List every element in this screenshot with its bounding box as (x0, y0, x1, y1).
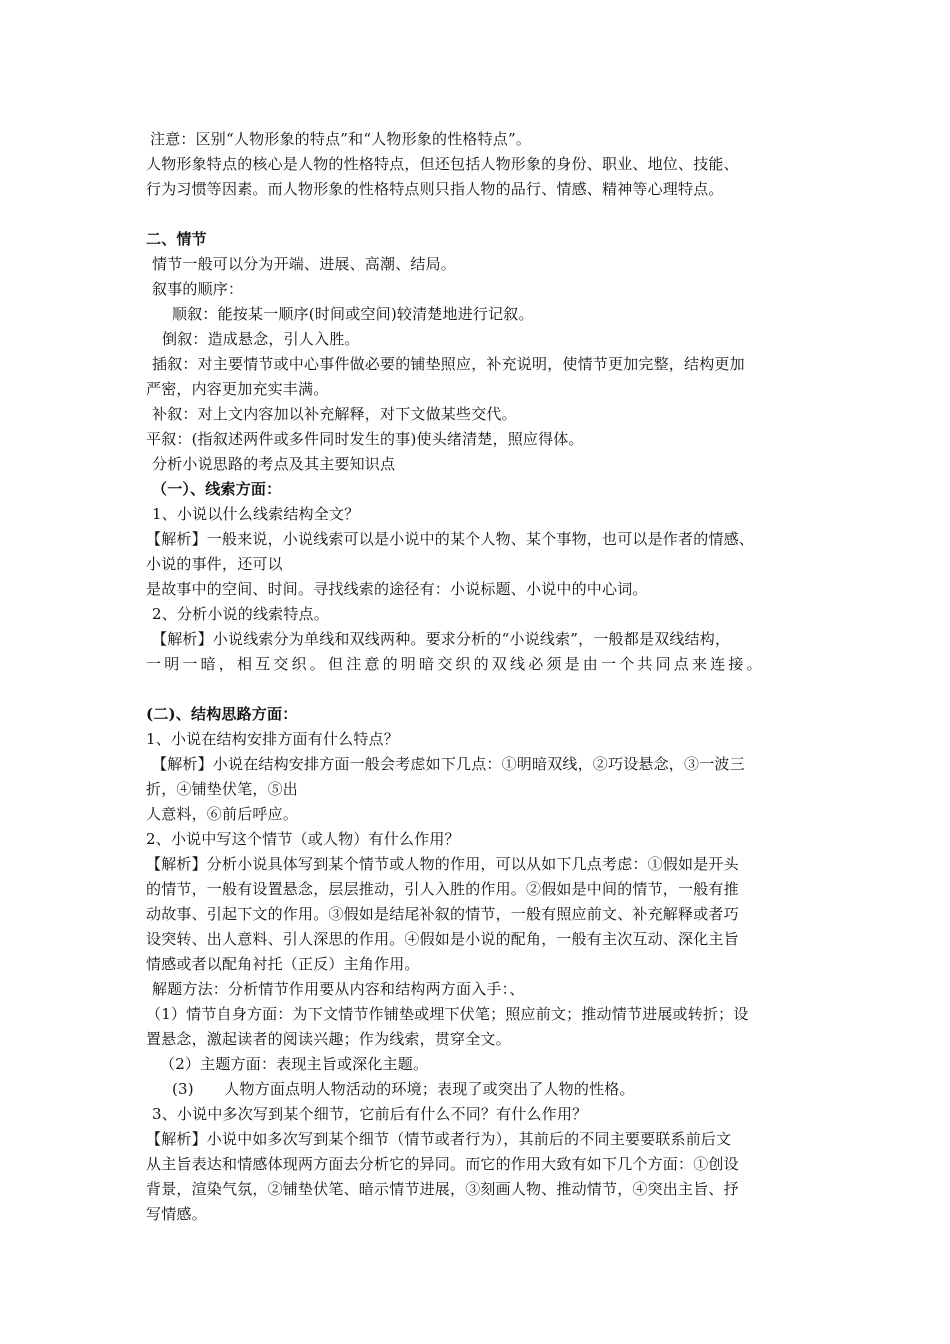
analysis-line: 【解析】小说线索分为单线和双线两种。要求分析的“小说线索”，一般都是双线结构， (152, 630, 731, 648)
body-line: 分析小说思路的考点及其主要知识点 (152, 455, 396, 473)
question-line: 2、分析小说的线索特点。 (152, 605, 329, 623)
section-heading-plot: 二、情节 (146, 230, 207, 248)
analysis-line: 【解析】一般来说，小说线索可以是小说中的某个人物、某个事物，也可以是作者的情感、 (146, 530, 755, 548)
analysis-line: 【解析】小说在结构安排方面一般会考虑如下几点：①明暗双线，②巧设悬念，③一波三 (152, 755, 745, 773)
method-line: 解题方法：分析情节作用要从内容和结构两方面入手：、 (152, 980, 525, 998)
analysis-line: 写情感。 (146, 1205, 207, 1223)
method-line: 置悬念，激起读者的阅读兴趣；作为线索，贯穿全文。 (146, 1030, 511, 1048)
analysis-line: 人意料，⑥前后呼应。 (146, 805, 299, 823)
body-line: 情节一般可以分为开端、进展、高潮、结局。 (152, 255, 457, 273)
question-line: 1、小说以什么线索结构全文？ (152, 505, 360, 523)
body-line: 补叙：对上文内容加以补充解释，对下文做某些交代。 (152, 405, 517, 423)
body-line: 平叙：(指叙述两件或多件同时发生的事)使头绪清楚，照应得体。 (146, 430, 584, 448)
body-line: 顺叙：能按某一顺序(时间或空间)较清楚地进行记叙。 (172, 305, 534, 323)
question-line: 2、小说中写这个情节（或人物）有什么作用？ (146, 830, 460, 848)
note-line: 注意：区别“人物形象的特点”和“人物形象的性格特点”。 (150, 130, 532, 148)
body-line: 人物形象特点的核心是人物的性格特点，但还包括人物形象的身份、职业、地位、技能、 (146, 155, 739, 173)
body-line: 插叙：对主要情节或中心事件做必要的铺垫照应，补充说明，使情节更加完整，结构更加 (152, 355, 745, 373)
body-line: 行为习惯等因素。而人物形象的性格特点则只指人物的品行、情感、精神等心理特点。 (146, 180, 724, 198)
question-line: 3、小说中多次写到某个细节，它前后有什么不同？有什么作用？ (152, 1105, 588, 1123)
analysis-line: 设突转、出人意料、引人深思的作用。④假如是小说的配角，一般有主次互动、深化主旨 (146, 930, 739, 948)
method-line: （2）主题方面：表现主旨或深化主题。 (160, 1055, 429, 1073)
method-line: （1）情节自身方面：为下文情节作铺垫或埋下伏笔；照应前文；推动情节进展或转折；设 (146, 1005, 749, 1023)
body-line: 严密，内容更加充实丰满。 (146, 380, 329, 398)
body-line: 叙事的顺序： (152, 280, 244, 298)
analysis-line: 【解析】分析小说具体写到某个情节或人物的作用，可以从如下几点考虑：①假如是开头 (146, 855, 739, 873)
analysis-line: 小说的事件，还可以 (146, 555, 283, 573)
body-line: 倒叙：造成悬念，引人入胜。 (162, 330, 360, 348)
subsection-heading-clue: （一）、线索方面： (152, 480, 282, 498)
analysis-line: 动故事、引起下文的作用。③假如是结尾补叙的情节，一般有照应前文、补充解释或者巧 (146, 905, 739, 923)
analysis-line: 折，④铺垫伏笔，⑤出 (146, 780, 299, 798)
analysis-line: 的情节，一般有设置悬念，层层推动，引人入胜的作用。②假如是中间的情节，一般有推 (146, 880, 739, 898)
method-line: (3) 人物方面点明人物活动的环境；表现了或突出了人物的性格。 (172, 1080, 635, 1098)
question-line: 1、小说在结构安排方面有什么特点？ (146, 730, 399, 748)
subsection-heading-structure: (二)、结构思路方面： (146, 705, 298, 723)
analysis-line: 是故事中的空间、时间。寻找线索的途径有：小说标题、小说中的中心词。 (146, 580, 648, 598)
analysis-line: 一明一暗，相互交织。但注意的明暗交织的双线必须是由一个共同点来连接。 (146, 655, 765, 673)
analysis-line: 情感或者以配角衬托（正反）主角作用。 (146, 955, 420, 973)
analysis-line: 从主旨表达和情感体现两方面去分析它的异同。而它的作用大致有如下几个方面：①创设 (146, 1155, 739, 1173)
analysis-line: 背景，渲染气氛，②铺垫伏笔、暗示情节进展，③刻画人物、推动情节，④突出主旨、抒 (146, 1180, 739, 1198)
analysis-line: 【解析】小说中如多次写到某个细节（情节或者行为），其前后的不同主要要联系前后文 (146, 1130, 732, 1148)
